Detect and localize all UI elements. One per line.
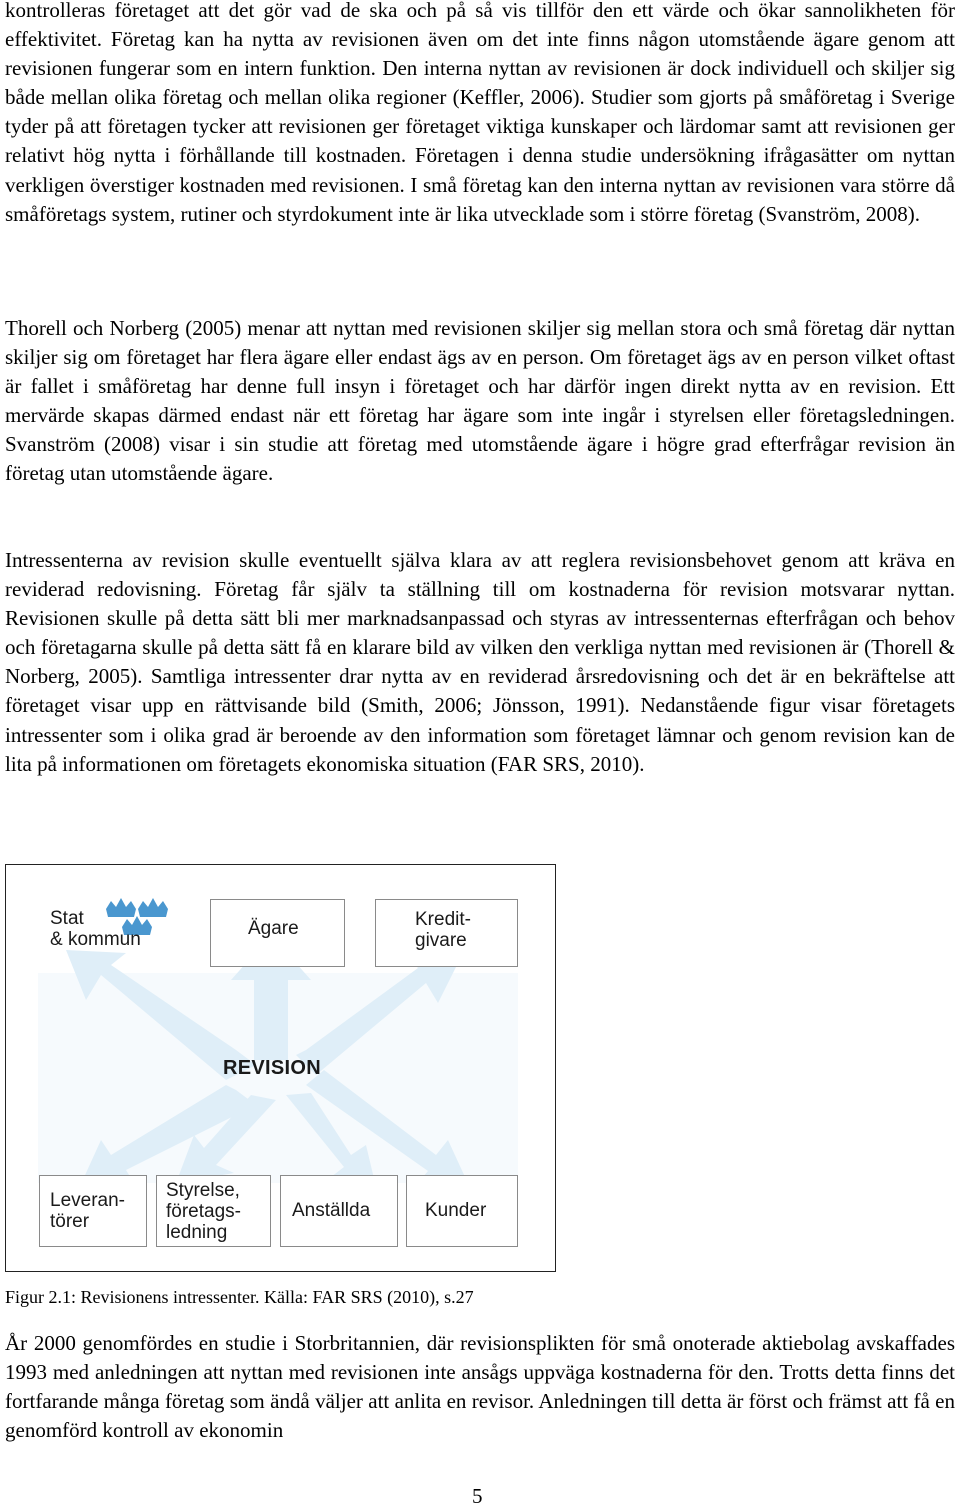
box-agare-label: Ägare	[248, 918, 299, 939]
stakeholder-figure	[5, 864, 556, 1272]
box-anstallda	[280, 1175, 398, 1247]
paragraph-intern-nytta: kontrolleras företaget att det gör vad de ska och på så vis tillför den ett värde och ökar sannolikheten för effektivitet. Företag kan ha nytta av revisionen även om det inte finns någon utomstående ägare genom att revisionen fungerar som en intern funktion. Den interna nyttan av revisionen är dock individuell och skiljer sig både mellan olika företag och mellan olika regioner (Keffler, 2006). Studier som gjorts på småföretag i Sverige tyder på att företagen tycker att revisionen ger företaget viktiga kunskaper och lärdomar samt att revisionen ger relativt hög nytta i förhållande till kostnaden. Företagen i denna studie undersökning ifrågasätter om nyttan verkligen överstiger kostnaden med revisionen. I små företag kan den interna nyttan av revisionen vara större då småföretags system, rutiner och styrdokument inte är lika utvecklade som i större företag (Svanström, 2008).	[5, 0, 955, 226]
box-stat-label: Stat & kommun	[50, 908, 141, 950]
paragraph-thorell-norberg: Thorell och Norberg (2005) menar att nyttan med revisionen skiljer sig mellan stora och små företag där nyttan skiljer sig om företaget har flera ägare eller endast ägs av en person. Om företaget ägs av en person vilket oftast är fallet i småföretag har denne full insyn i företaget och har därför ingen direkt nytta av en revision. Ett mervärde skapas därmed endast när ett företag har ägare som inte ingår i styrelsen eller företagsledningen. Svanström (2008) visar i sin studie att företag med utomstående ägare i högre grad efterfrågar revision än företag utan utomstående ägare.	[5, 316, 955, 486]
box-agare	[210, 899, 345, 967]
page-number: 5	[472, 1484, 483, 1508]
figure-caption: Figur 2.1: Revisionens intressenter. Källa: FAR SRS (2010), s.27	[5, 1287, 474, 1307]
box-styrelse	[156, 1175, 271, 1247]
box-styrelse-label: Styrelse, företags- ledning	[166, 1180, 241, 1243]
box-leverantorer	[39, 1175, 147, 1247]
box-kunder	[406, 1175, 518, 1247]
revision-label: REVISION	[223, 1057, 321, 1079]
box-leverantorer-label: Leveran- törer	[50, 1190, 125, 1232]
box-kunder-label: Kunder	[425, 1200, 487, 1221]
box-anstallda-label: Anställda	[292, 1200, 371, 1221]
box-stat-kommun	[39, 899, 171, 965]
box-kreditgivare	[375, 899, 518, 967]
paragraph-storbritannien: År 2000 genomfördes en studie i Storbritannien, där revisionsplikten för små onoterade aktiebolag avskaffades 1993 med anledningen att nyttan med revisionen inte ansågs uppväga kostnaderna för den. Trotts detta finns det fortfarande många företag som ändå väljer att anlita en revisor. Anledningen till detta är först och främst att få en genomförd kontroll av ekonomin	[5, 1331, 955, 1443]
box-kredit-label: Kredit- givare	[415, 909, 471, 951]
paragraph-intressenter: Intressenterna av revision skulle eventuellt själva klara av att reglera revisionsbehovet genom att kräva en reviderad redovisning. Företag får själv ta ställning till om kostnaderna för revision motsvarar nyttan. Revisionen skulle på detta sätt bli mer marknadsanpassad och styras av intressenternas efterfrågan och behov och företagarna skulle på detta sätt få en klarare bild av vilken den verkliga nyttan med revisionen är (Thorell & Norberg, 2005). Samtliga intressenter drar nytta av en reviderad årsredovisning och det är en bekräftelse att företaget visar upp en rättvisande bild (Smith, 2006; Jönsson, 1991). Nedanstående figur visar företagets intressenter som i olika grad är beroende av den information som företaget lämnar och genom revision kan de lita på informationen om företagets ekonomiska situation (FAR SRS, 2010).	[5, 548, 955, 776]
